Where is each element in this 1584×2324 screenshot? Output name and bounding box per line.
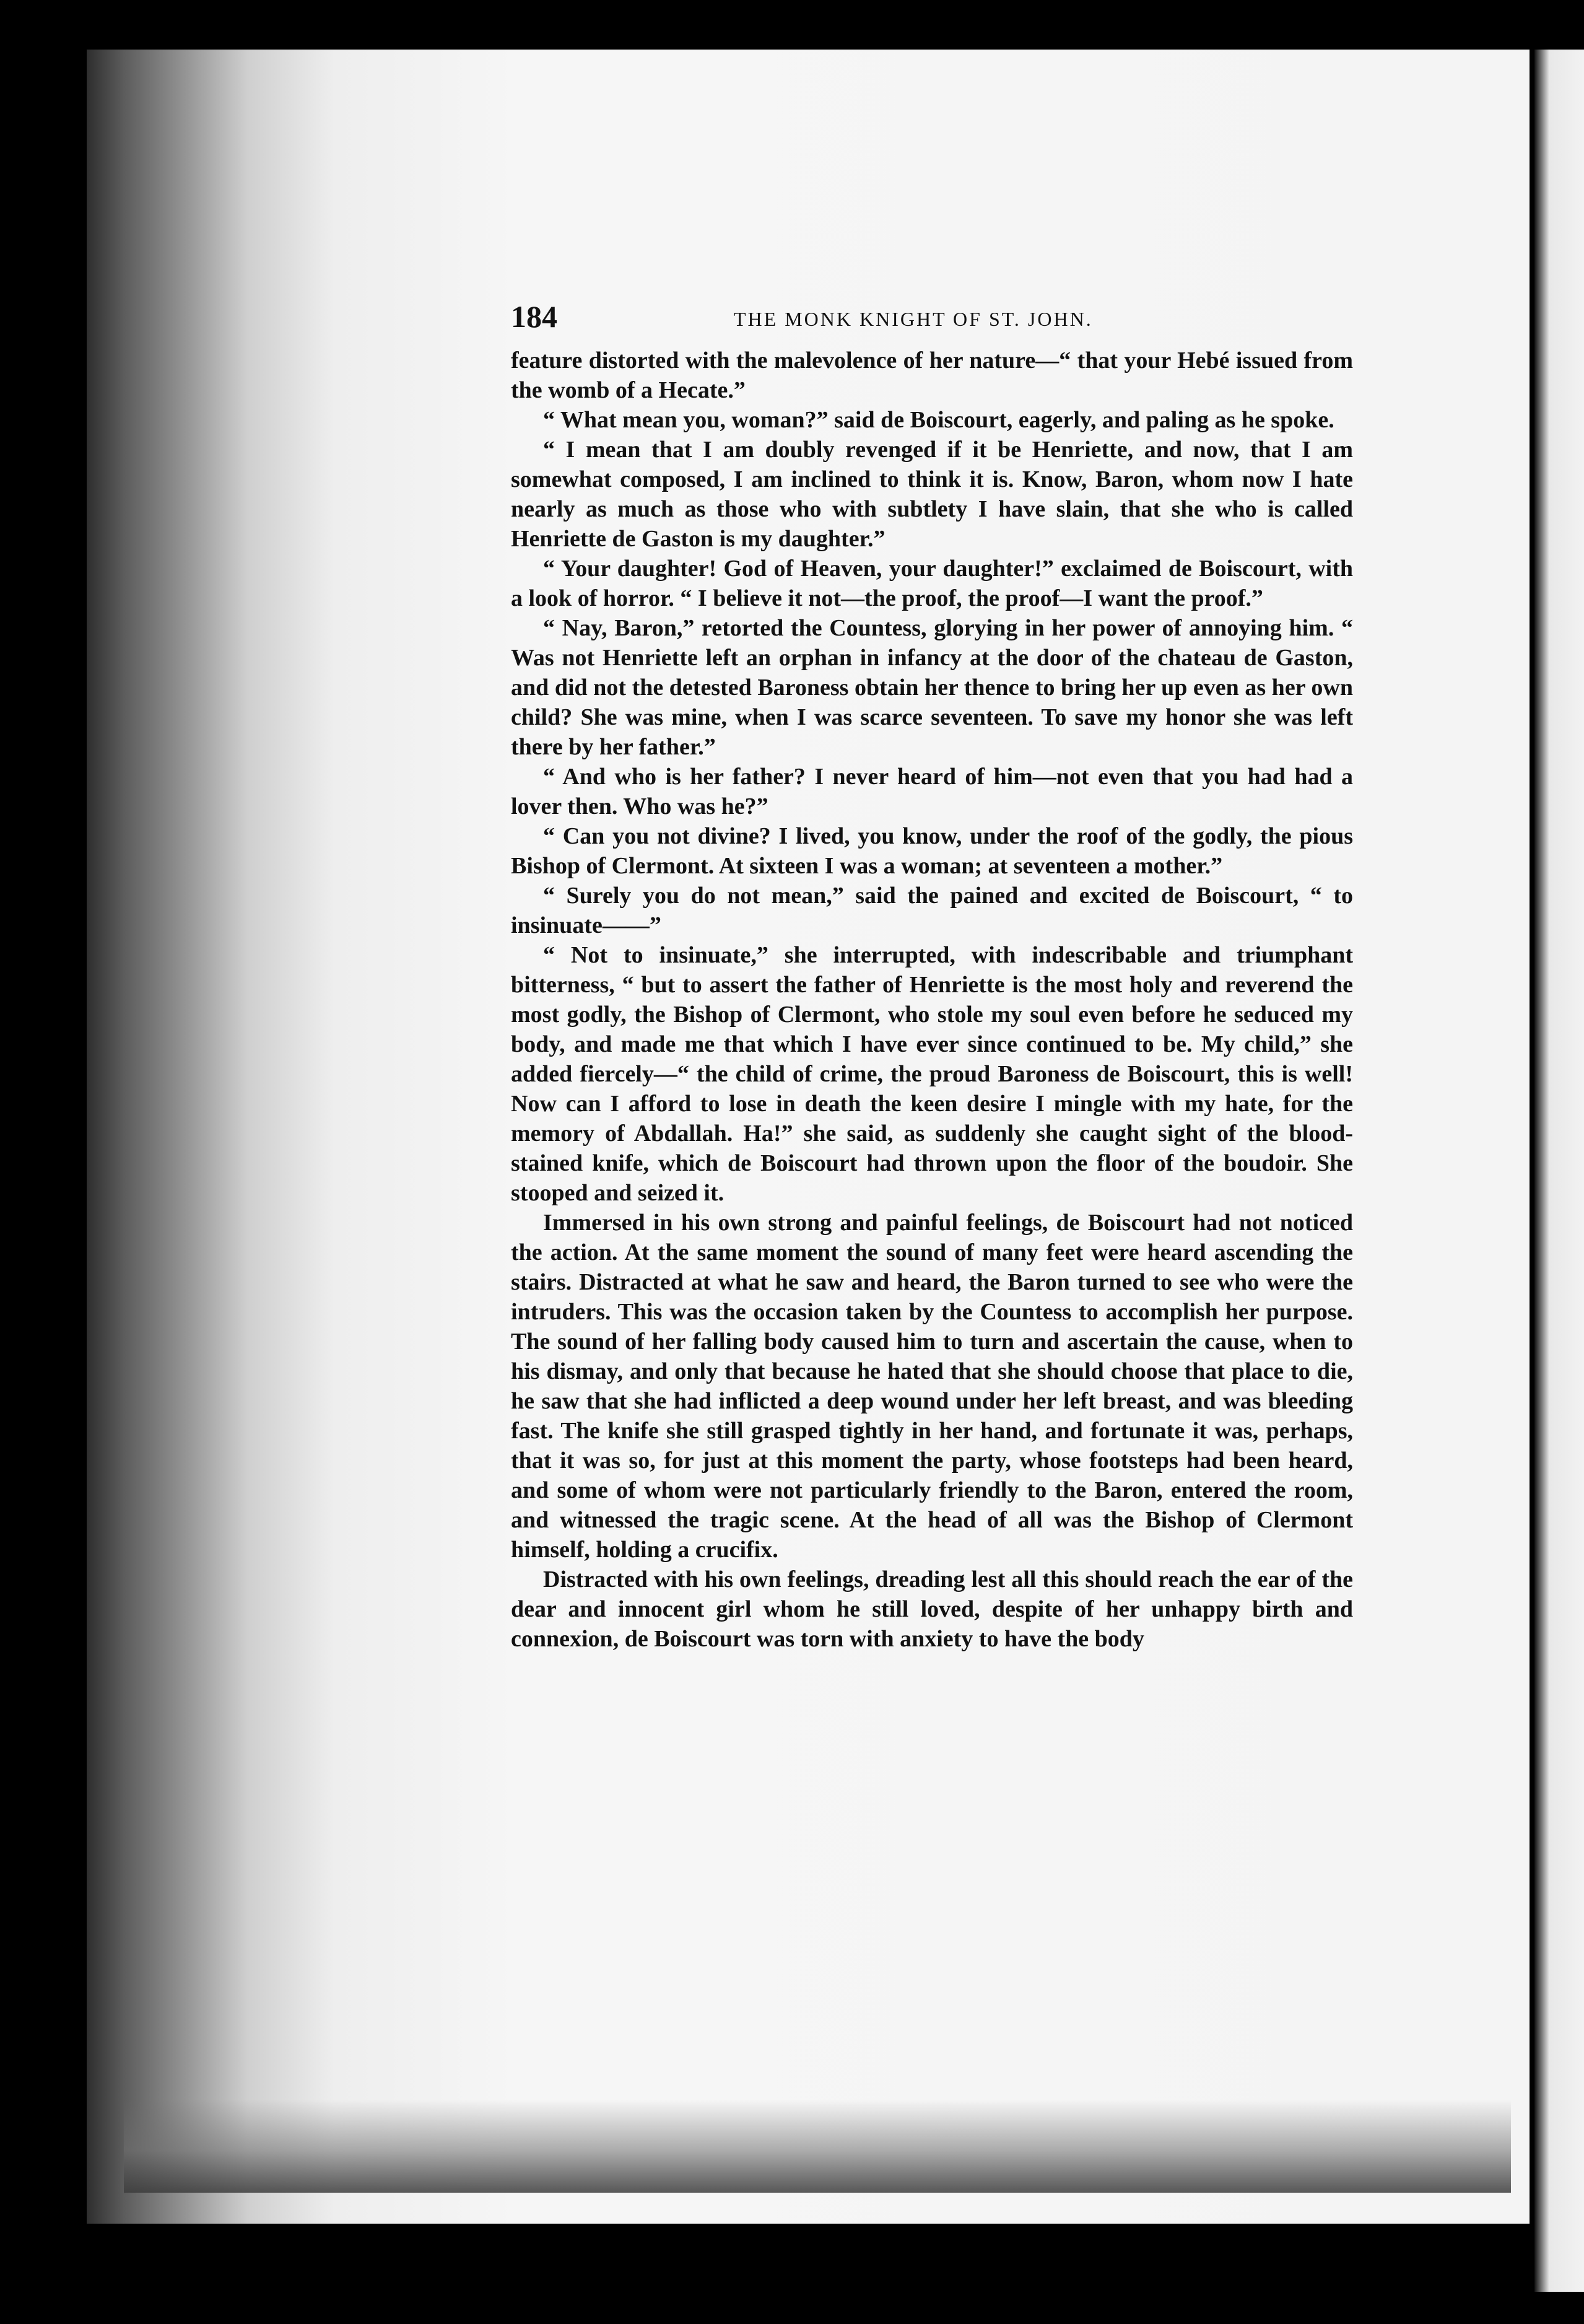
paragraph: “ And who is her father? I never heard of him—not even that you had had a lover then. Who was he?”: [511, 764, 1353, 819]
running-title: THE MONK KNIGHT OF ST. JOHN.: [734, 308, 1093, 330]
paragraph: “ Nay, Baron,” retorted the Countess, glorying in her power of annoying him. “ Was not Henriette left an orphan in infancy at the door of the chateau de Gaston, and did not the detested Baroness obtain her thence to bring her up even as her own child? She was mine, when I was scarce seventeen. To save my honor she was left there by her father.”: [511, 615, 1353, 760]
page-number: 184: [511, 299, 557, 334]
paragraph: “ I mean that I am doubly revenged if it be Henriette, and now, that I am somewhat composed, I am inclined to think it is. Know, Baron, whom now I hate nearly as much as those who with subtlety I have slain, that she who is called Henriette de Gaston is my daughter.”: [511, 437, 1353, 552]
body-text: [511, 346, 1353, 1654]
paragraph: “ Surely you do not mean,” said the pained and excited de Boiscourt, “ to insinuate——”: [511, 883, 1353, 938]
paragraph: “ Can you not divine? I lived, you know, under the roof of the godly, the pious Bishop of Clermont. At sixteen I was a woman; at seventeen a mother.”: [511, 823, 1353, 879]
facing-page-edge: [1534, 50, 1584, 2292]
page-bottom-shadow: [124, 2100, 1511, 2193]
text-block: [511, 296, 1353, 1654]
paragraph: “ Your daughter! God of Heaven, your daughter!” exclaimed de Boiscourt, with a look of horror. “ I believe it not—the proof, the proof—I want the proof.”: [511, 556, 1353, 611]
paragraph: Distracted with his own feelings, dreading lest all this should reach the ear of the dear and innocent girl whom he still loved, despite of her unhappy birth and connexion, de Boiscourt was torn with anxiety to have the body: [511, 1566, 1353, 1652]
running-head: [511, 296, 1353, 337]
paragraph: feature distorted with the malevolence of her nature—“ that your Hebé issued from the womb of a Hecate.”: [511, 347, 1353, 403]
paragraph: Immersed in his own strong and painful feelings, de Boiscourt had not noticed the action. At the same moment the sound of many feet were heard ascending the stairs. Distracted at what he saw and heard, the Baron turned to see who were the intruders. This was the occasion taken by the Countess to accomplish her purpose. The sound of her falling body caused him to turn and ascertain the cause, when to his dismay, and only that because he hated that she should choose that place to die, he saw that she had inflicted a deep wound under her left breast, and was bleeding fast. The knife she still grasped tightly in her hand, and fortunate it was, perhaps, that it was so, for just at this moment the party, whose footsteps had been heard, and some of whom were not particularly friendly to the Baron, entered the room, and witnessed the tragic scene. At the head of all was the Bishop of Clermont himself, holding a crucifix.: [511, 1210, 1353, 1563]
paragraph: “ Not to insinuate,” she interrupted, with indescribable and triumphant bitterness, “ but to assert the father of Henriette is the most holy and reverend the most godly, the Bishop of Clermont, who stole my soul even before he seduced my body, and made me that which I have ever since continued to be. My child,” she added fiercely—“ the child of crime, the proud Baroness de Boiscourt, this is well! Now can I afford to lose in death the keen desire I mingle with my hate, for the memory of Abdallah. Ha!” she said, as suddenly she caught sight of the blood-stained knife, which de Boiscourt had thrown upon the floor of the boudoir. She stooped and seized it.: [511, 942, 1353, 1206]
paragraph: “ What mean you, woman?” said de Boiscourt, eagerly, and paling as he spoke.: [543, 407, 1334, 433]
